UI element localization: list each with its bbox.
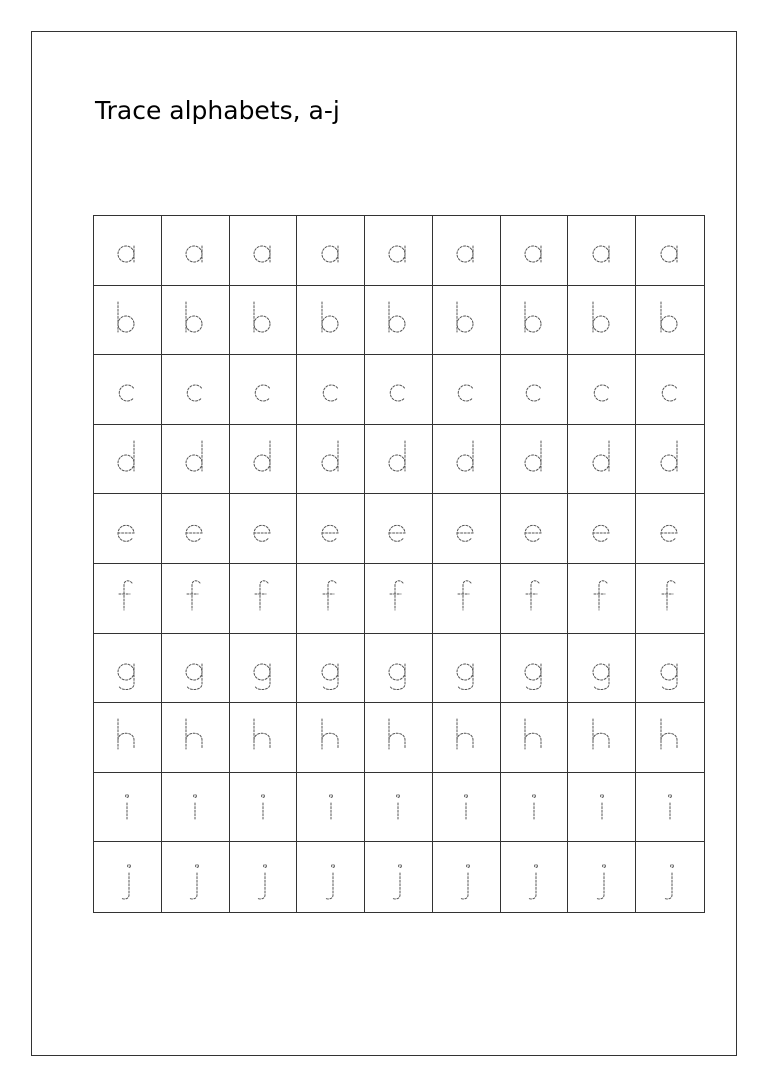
dotted-letter-e (446, 501, 486, 557)
dotted-letter-h (446, 709, 486, 765)
trace-cell-c (568, 355, 636, 425)
trace-cell-a (501, 216, 569, 286)
dotted-letter-h (243, 709, 283, 765)
dotted-letter-j (107, 849, 147, 905)
trace-cell-b (636, 286, 704, 356)
dotted-letter-h (378, 709, 418, 765)
trace-cell-f (162, 564, 230, 634)
trace-cell-c (230, 355, 298, 425)
dotted-letter-j (378, 849, 418, 905)
dotted-letter-c (243, 361, 283, 417)
trace-cell-i (636, 773, 704, 843)
trace-cell-d (433, 425, 501, 495)
trace-cell-d (297, 425, 365, 495)
dotted-letter-e (650, 501, 690, 557)
trace-cell-a (433, 216, 501, 286)
trace-cell-d (568, 425, 636, 495)
trace-cell-j (568, 842, 636, 912)
dotted-letter-a (514, 222, 554, 278)
trace-cell-g (636, 634, 704, 704)
trace-cell-h (501, 703, 569, 773)
dotted-letter-b (514, 292, 554, 348)
trace-cell-e (501, 494, 569, 564)
dotted-letter-h (311, 709, 351, 765)
dotted-letter-a (582, 222, 622, 278)
trace-cell-h (636, 703, 704, 773)
trace-cell-a (365, 216, 433, 286)
trace-cell-c (501, 355, 569, 425)
trace-cell-i (297, 773, 365, 843)
trace-cell-h (365, 703, 433, 773)
dotted-letter-g (243, 640, 283, 696)
dotted-letter-h (107, 709, 147, 765)
dotted-letter-j (175, 849, 215, 905)
dotted-letter-f (378, 570, 418, 626)
dotted-letter-f (175, 570, 215, 626)
dotted-letter-e (582, 501, 622, 557)
trace-cell-h (297, 703, 365, 773)
dotted-letter-g (446, 640, 486, 696)
dotted-letter-f (107, 570, 147, 626)
dotted-letter-g (514, 640, 554, 696)
dotted-letter-j (446, 849, 486, 905)
dotted-letter-d (378, 431, 418, 487)
trace-cell-g (94, 634, 162, 704)
dotted-letter-i (107, 779, 147, 835)
dotted-letter-a (378, 222, 418, 278)
trace-cell-j (230, 842, 298, 912)
trace-cell-g (365, 634, 433, 704)
dotted-letter-b (582, 292, 622, 348)
trace-cell-j (365, 842, 433, 912)
trace-cell-e (94, 494, 162, 564)
dotted-letter-c (514, 361, 554, 417)
trace-cell-h (568, 703, 636, 773)
trace-cell-d (636, 425, 704, 495)
trace-cell-e (568, 494, 636, 564)
trace-cell-e (297, 494, 365, 564)
trace-cell-g (230, 634, 298, 704)
dotted-letter-d (650, 431, 690, 487)
trace-cell-b (433, 286, 501, 356)
dotted-letter-c (311, 361, 351, 417)
dotted-letter-e (175, 501, 215, 557)
dotted-letter-h (650, 709, 690, 765)
trace-cell-f (433, 564, 501, 634)
dotted-letter-c (582, 361, 622, 417)
dotted-letter-c (650, 361, 690, 417)
trace-cell-h (94, 703, 162, 773)
dotted-letter-f (514, 570, 554, 626)
trace-cell-c (94, 355, 162, 425)
trace-cell-b (162, 286, 230, 356)
trace-cell-f (297, 564, 365, 634)
dotted-letter-i (243, 779, 283, 835)
dotted-letter-d (514, 431, 554, 487)
trace-cell-e (433, 494, 501, 564)
trace-cell-e (636, 494, 704, 564)
dotted-letter-h (514, 709, 554, 765)
dotted-letter-i (650, 779, 690, 835)
trace-cell-a (568, 216, 636, 286)
trace-cell-j (162, 842, 230, 912)
dotted-letter-d (582, 431, 622, 487)
dotted-letter-i (378, 779, 418, 835)
dotted-letter-a (107, 222, 147, 278)
dotted-letter-e (107, 501, 147, 557)
trace-cell-c (433, 355, 501, 425)
dotted-letter-g (107, 640, 147, 696)
trace-cell-i (162, 773, 230, 843)
dotted-letter-a (175, 222, 215, 278)
trace-cell-b (230, 286, 298, 356)
trace-cell-b (365, 286, 433, 356)
dotted-letter-i (311, 779, 351, 835)
trace-cell-f (365, 564, 433, 634)
dotted-letter-b (650, 292, 690, 348)
dotted-letter-d (107, 431, 147, 487)
trace-cell-b (297, 286, 365, 356)
trace-cell-b (568, 286, 636, 356)
trace-cell-d (162, 425, 230, 495)
dotted-letter-d (175, 431, 215, 487)
trace-cell-g (433, 634, 501, 704)
dotted-letter-f (311, 570, 351, 626)
trace-cell-a (230, 216, 298, 286)
trace-cell-f (501, 564, 569, 634)
trace-cell-g (501, 634, 569, 704)
trace-cell-h (230, 703, 298, 773)
dotted-letter-g (650, 640, 690, 696)
tracing-grid (93, 215, 705, 913)
trace-cell-c (636, 355, 704, 425)
trace-cell-f (568, 564, 636, 634)
trace-cell-i (501, 773, 569, 843)
trace-cell-i (433, 773, 501, 843)
dotted-letter-i (446, 779, 486, 835)
dotted-letter-g (378, 640, 418, 696)
trace-cell-d (94, 425, 162, 495)
dotted-letter-a (650, 222, 690, 278)
dotted-letter-i (514, 779, 554, 835)
trace-cell-g (162, 634, 230, 704)
trace-cell-f (94, 564, 162, 634)
trace-cell-c (162, 355, 230, 425)
dotted-letter-f (582, 570, 622, 626)
dotted-letter-e (514, 501, 554, 557)
trace-cell-h (433, 703, 501, 773)
trace-cell-b (94, 286, 162, 356)
trace-cell-j (501, 842, 569, 912)
dotted-letter-c (175, 361, 215, 417)
dotted-letter-h (175, 709, 215, 765)
worksheet-title: Trace alphabets, a-j (95, 96, 340, 125)
dotted-letter-a (243, 222, 283, 278)
trace-cell-g (568, 634, 636, 704)
dotted-letter-b (311, 292, 351, 348)
trace-cell-d (230, 425, 298, 495)
dotted-letter-f (243, 570, 283, 626)
dotted-letter-e (378, 501, 418, 557)
dotted-letter-c (107, 361, 147, 417)
trace-cell-i (365, 773, 433, 843)
dotted-letter-d (446, 431, 486, 487)
dotted-letter-b (107, 292, 147, 348)
trace-cell-i (230, 773, 298, 843)
dotted-letter-b (243, 292, 283, 348)
trace-cell-a (297, 216, 365, 286)
trace-cell-a (94, 216, 162, 286)
dotted-letter-j (243, 849, 283, 905)
trace-cell-e (230, 494, 298, 564)
trace-cell-i (94, 773, 162, 843)
trace-cell-j (297, 842, 365, 912)
trace-cell-i (568, 773, 636, 843)
trace-cell-e (162, 494, 230, 564)
trace-cell-d (365, 425, 433, 495)
trace-cell-c (297, 355, 365, 425)
dotted-letter-e (243, 501, 283, 557)
dotted-letter-i (582, 779, 622, 835)
dotted-letter-b (446, 292, 486, 348)
trace-cell-f (230, 564, 298, 634)
dotted-letter-j (582, 849, 622, 905)
dotted-letter-d (311, 431, 351, 487)
trace-cell-j (636, 842, 704, 912)
dotted-letter-j (650, 849, 690, 905)
trace-cell-a (162, 216, 230, 286)
trace-cell-j (433, 842, 501, 912)
trace-cell-h (162, 703, 230, 773)
dotted-letter-g (311, 640, 351, 696)
trace-cell-b (501, 286, 569, 356)
dotted-letter-h (582, 709, 622, 765)
trace-cell-a (636, 216, 704, 286)
dotted-letter-f (650, 570, 690, 626)
dotted-letter-a (311, 222, 351, 278)
dotted-letter-a (446, 222, 486, 278)
dotted-letter-j (311, 849, 351, 905)
dotted-letter-b (175, 292, 215, 348)
trace-cell-c (365, 355, 433, 425)
trace-cell-f (636, 564, 704, 634)
dotted-letter-e (311, 501, 351, 557)
dotted-letter-i (175, 779, 215, 835)
dotted-letter-c (378, 361, 418, 417)
dotted-letter-g (175, 640, 215, 696)
trace-cell-e (365, 494, 433, 564)
trace-cell-j (94, 842, 162, 912)
dotted-letter-c (446, 361, 486, 417)
dotted-letter-j (514, 849, 554, 905)
trace-cell-g (297, 634, 365, 704)
dotted-letter-d (243, 431, 283, 487)
dotted-letter-g (582, 640, 622, 696)
dotted-letter-b (378, 292, 418, 348)
trace-cell-d (501, 425, 569, 495)
dotted-letter-f (446, 570, 486, 626)
